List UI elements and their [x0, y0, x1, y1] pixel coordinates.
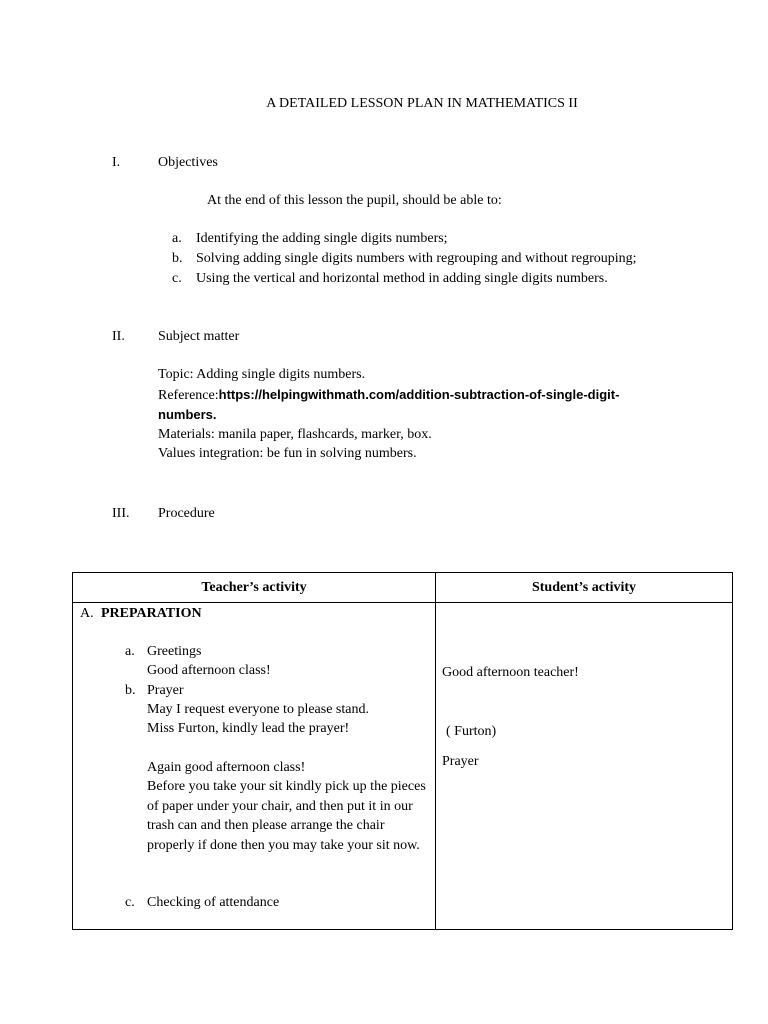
header-teacher-activity: Teacher’s activity: [73, 573, 436, 603]
list-text: Solving adding single digits numbers with regrouping and without regrouping;: [196, 251, 637, 266]
student-activity-cell: [436, 603, 733, 930]
list-letter: b.: [172, 251, 183, 266]
reference-link[interactable]: https://helpingwithmath.com/addition-subtraction-of-single-digit-: [218, 387, 620, 402]
student-furton: ( Furton): [446, 724, 497, 739]
list-letter: c.: [125, 895, 135, 910]
again-greeting: Again good afternoon class!: [147, 760, 306, 775]
prayer-title: Prayer: [147, 683, 184, 698]
procedure-table: [72, 572, 733, 930]
list-item: [172, 249, 637, 269]
student-prayer: Prayer: [442, 754, 479, 769]
instruction-paragraph: Before you take your sit kindly pick up the pieces of paper under your chair, and then put it in our trash can and then please arrange the chair properly if done then you may take your sit now.: [147, 779, 426, 853]
subject-materials: Materials: manila paper, flashcards, marker, box.: [158, 427, 432, 442]
objectives-intro: At the end of this lesson the pupil, should be able to:: [207, 193, 502, 208]
section-heading-objectives: Objectives: [158, 155, 218, 170]
list-letter: a.: [172, 231, 182, 246]
greetings-line: Good afternoon class!: [147, 663, 271, 678]
attendance-title: Checking of attendance: [147, 895, 280, 910]
table-row: [73, 603, 733, 930]
prayer-line-1: May I request everyone to please stand.: [147, 702, 369, 717]
list-text: Identifying the adding single digits numbers;: [196, 231, 448, 246]
prayer-line-2: Miss Furton, kindly lead the prayer!: [147, 721, 350, 736]
prep-letter: A.: [80, 606, 94, 621]
page-title: A DETAILED LESSON PLAN IN MATHEMATICS II: [266, 96, 578, 111]
list-letter: b.: [125, 683, 136, 698]
subject-topic: Topic: Adding single digits numbers.: [158, 367, 366, 382]
table-header-row: [73, 573, 733, 603]
section-number-subject: II.: [112, 329, 125, 344]
section-number-procedure: III.: [112, 506, 130, 521]
reference-link-continued[interactable]: numbers.: [158, 407, 217, 422]
section-heading-procedure: Procedure: [158, 506, 215, 521]
list-letter: c.: [172, 271, 182, 286]
list-letter: a.: [125, 644, 135, 659]
section-number-objectives: I.: [112, 155, 121, 170]
list-text: Using the vertical and horizontal method in adding single digits numbers.: [196, 271, 608, 286]
greetings-title: Greetings: [147, 644, 202, 659]
reference-label: Reference:: [158, 388, 219, 403]
header-student-activity: Student’s activity: [436, 573, 733, 603]
subject-reference: [158, 385, 619, 406]
teacher-activity-cell: [73, 603, 436, 930]
list-item: [172, 229, 637, 249]
subject-values: Values integration: be fun in solving numbers.: [158, 446, 417, 461]
list-item: [172, 269, 637, 289]
prep-title: PREPARATION: [101, 606, 202, 621]
student-greeting: Good afternoon teacher!: [442, 665, 579, 680]
preparation-heading: [80, 604, 202, 624]
section-heading-subject: Subject matter: [158, 329, 240, 344]
objectives-list: [172, 229, 637, 289]
